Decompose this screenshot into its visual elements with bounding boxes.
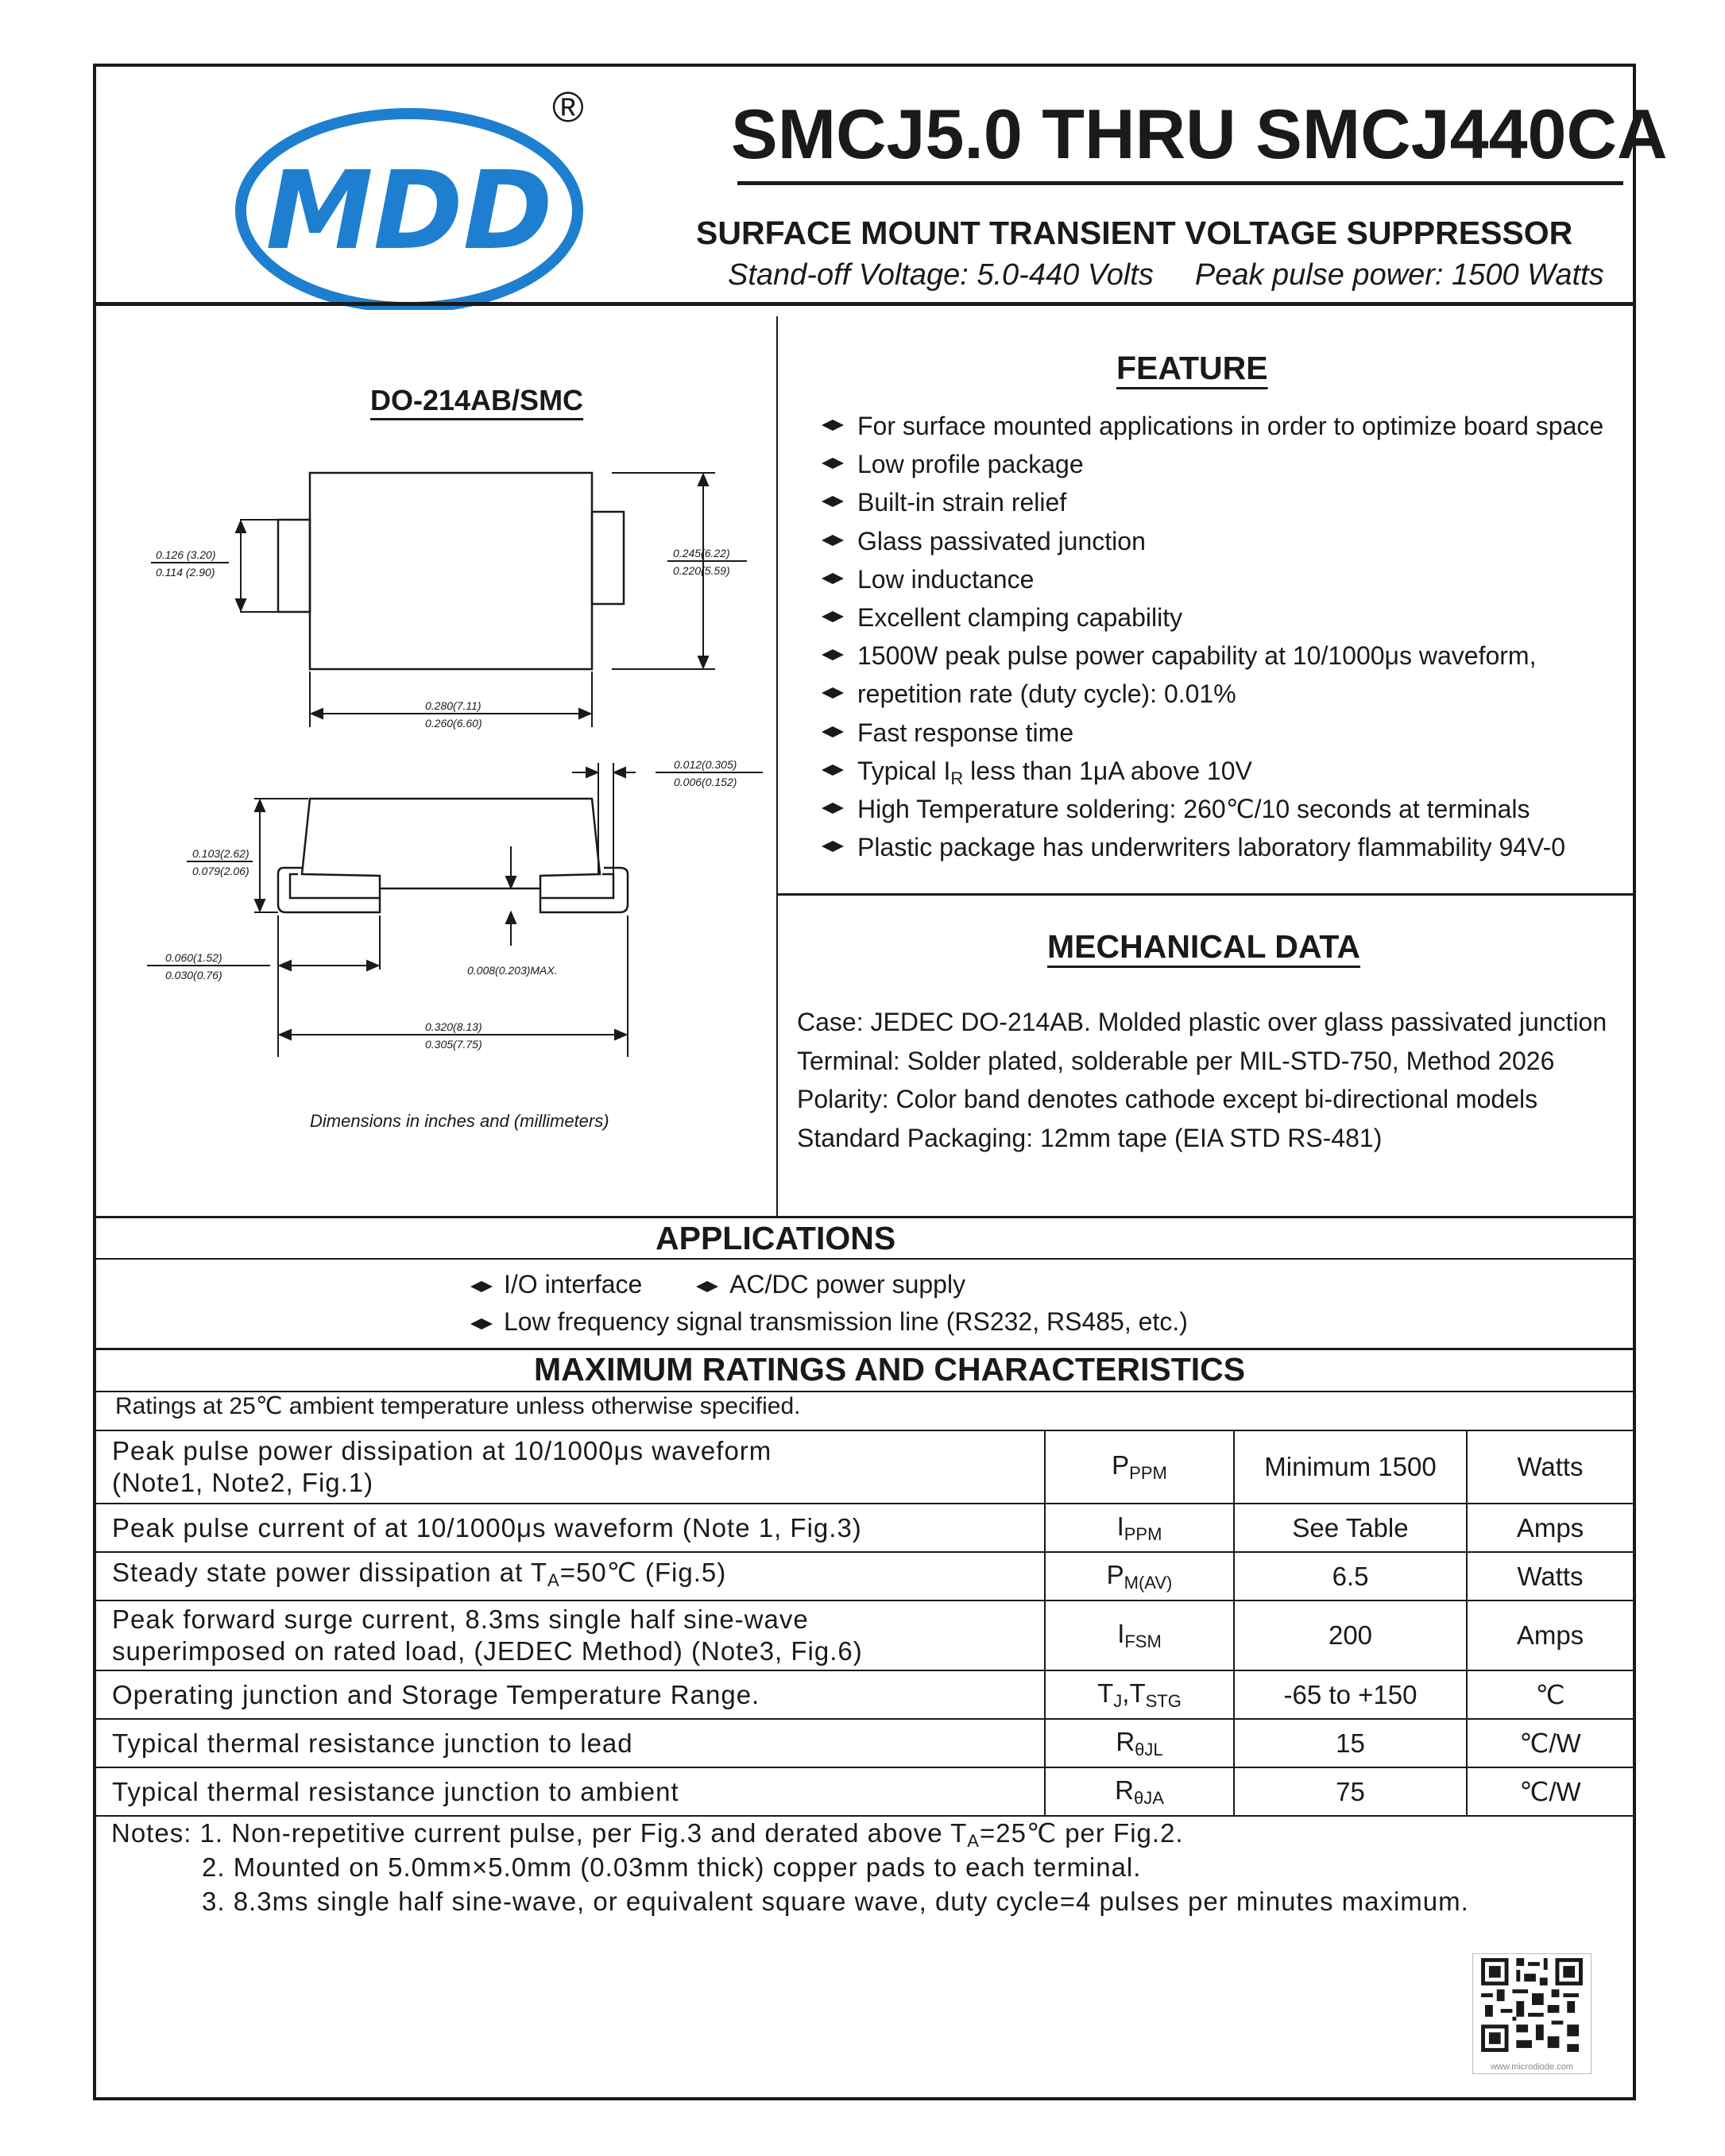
mechanical-heading: MECHANICAL DATA (1047, 928, 1361, 965)
value-cell: 6.5 (1234, 1552, 1467, 1601)
page-subtitle: SURFACE MOUNT TRANSIENT VOLTAGE SUPPRESSOR (696, 215, 1573, 251)
apps-heading-rule (95, 1258, 1634, 1260)
feature-item: Typical $I_R$ less than 1μA above 10V (822, 752, 1603, 790)
param-cell: Steady state power dissipation at $T_A=50℃$ (Fig.5) (96, 1552, 1045, 1601)
table-row (96, 1601, 1633, 1670)
bullet-icon (822, 648, 844, 662)
table-row (96, 1719, 1633, 1767)
spec-line (728, 258, 1604, 292)
mech-terminal: Terminal: Solder plated, solderable per MIL-STD-750, Method 2026 (797, 1046, 1555, 1075)
dim-total-w-min: 0.305(7.75) (425, 1038, 482, 1051)
dim-lead-t-max: 0.012(0.305) (674, 758, 737, 771)
bullet-icon (822, 763, 844, 777)
bullet-icon (822, 610, 844, 624)
bullet-icon (822, 533, 844, 548)
title-underline (737, 181, 1623, 185)
value-cell: See Table (1234, 1504, 1467, 1552)
dim-total-w-max: 0.320(8.13) (425, 1020, 482, 1033)
dim-body-w-min: 0.260(6.60) (425, 717, 482, 730)
applications-heading: APPLICATIONS (656, 1220, 896, 1256)
package-name: DO-214AB/SMC (370, 384, 584, 416)
dim-height-max: 0.103(2.62) (192, 847, 249, 860)
dim-foot-min: 0.030(0.76) (165, 969, 222, 981)
bullet-icon (822, 571, 844, 586)
feature-item: Plastic package has underwriters laboratory flammability 94V-0 (822, 828, 1603, 866)
mech-polarity: Polarity: Color band denotes cathode except bi-directional models (797, 1085, 1538, 1113)
param-cell: Operating junction and Storage Temperature Range. (96, 1670, 1045, 1719)
dim-lead-h-max: 0.126 (3.20) (156, 548, 216, 561)
dim-lead-t-min: 0.006(0.152) (674, 776, 737, 788)
dim-foot-max: 0.060(1.52) (165, 951, 222, 964)
unit-cell: ℃/W (1467, 1719, 1633, 1767)
registered-mark: ® (552, 83, 584, 131)
app-signal-line: Low frequency signal transmission line (RS232, RS485, etc.) (504, 1307, 1188, 1336)
feature-item: Glass passivated junction (822, 522, 1603, 560)
param-cell: Peak pulse current of at 10/1000μs waveform (Note 1, Fig.3) (96, 1504, 1045, 1552)
note-3: 3. 8.3ms single half sine-wave, or equivalent square wave, duty cycle=4 pulses per minutes maximum. (202, 1887, 1469, 1916)
bullet-icon (470, 1317, 493, 1331)
param-cell: Peak pulse power dissipation at 10/1000μs waveform (Note1, Note2, Fig.1) (96, 1430, 1045, 1504)
bullet-icon (470, 1279, 493, 1294)
app-acdc: AC/DC power supply (729, 1270, 966, 1299)
symbol-cell: $P_{M(AV)}$ (1045, 1552, 1234, 1601)
table-row (96, 1504, 1633, 1552)
apps-top-rule (95, 1216, 1634, 1218)
app-io-interface: I/O interface (504, 1270, 643, 1299)
bullet-icon (822, 725, 844, 739)
unit-cell: Amps (1467, 1601, 1633, 1670)
feature-item: Fast response time (822, 714, 1603, 752)
unit-cell: ℃ (1467, 1670, 1633, 1719)
mechanical-data (797, 1003, 1607, 1157)
applications-row-1 (470, 1270, 965, 1299)
feature-item: High Temperature soldering: 260℃/10 seconds at terminals (822, 790, 1603, 828)
dim-height-min: 0.079(2.06) (192, 865, 249, 877)
symbol-cell: $P_{PPM}$ (1045, 1430, 1234, 1504)
notes (111, 1816, 1469, 1918)
value-cell: 200 (1234, 1601, 1467, 1670)
package-outline-drawing (127, 445, 779, 1160)
ratings-table (96, 1430, 1633, 1817)
logo-text: MDD (265, 149, 553, 274)
symbol-cell: $I_{PPM}$ (1045, 1504, 1234, 1552)
qr-code-box (1472, 1953, 1592, 2074)
feature-item: Built-in strain relief (822, 483, 1603, 521)
dim-body-h-max: 0.245(6.22) (673, 547, 730, 559)
feature-item: Low profile package (822, 445, 1603, 483)
dim-lead-h-min: 0.114 (2.90) (156, 566, 215, 579)
value-cell: Minimum 1500 (1234, 1430, 1467, 1504)
symbol-cell: $T_J,T_{STG}$ (1045, 1670, 1234, 1719)
unit-cell: Watts (1467, 1552, 1633, 1601)
feature-divider (778, 893, 1634, 896)
bullet-icon (822, 801, 844, 815)
value-cell: 75 (1234, 1767, 1467, 1816)
symbol-cell: $I_{FSM}$ (1045, 1601, 1234, 1670)
qr-code-icon (1480, 1958, 1584, 2052)
symbol-cell: $R_{\theta JL}$ (1045, 1719, 1234, 1767)
value-cell: -65 to +150 (1234, 1670, 1467, 1719)
bullet-icon (822, 686, 844, 700)
unit-cell: Amps (1467, 1504, 1633, 1552)
table-row (96, 1430, 1633, 1504)
param-cell: Typical thermal resistance junction to lead (96, 1719, 1045, 1767)
bullet-icon (822, 494, 844, 509)
standoff-voltage: Stand-off Voltage: 5.0-440 Volts (728, 258, 1154, 292)
peak-pulse-power: Peak pulse power: 1500 Watts (1194, 258, 1604, 292)
param-cell: Peak forward surge current, 8.3ms single half sine-wave superimposed on rated load, (JEDEC Method) (Note3, Fig.6) (96, 1601, 1045, 1670)
applications-row-2 (470, 1307, 1188, 1337)
value-cell: 15 (1234, 1719, 1467, 1767)
bullet-icon (822, 456, 844, 470)
table-row (96, 1767, 1633, 1816)
feature-item: Excellent clamping capability (822, 598, 1603, 637)
dim-standoff: 0.008(0.203)MAX. (467, 964, 558, 977)
ratings-heading: MAXIMUM RATINGS AND CHARACTERISTICS (534, 1351, 1246, 1388)
unit-cell: ℃/W (1467, 1767, 1633, 1816)
feature-list (822, 407, 1603, 866)
mech-packaging: Standard Packaging: 12mm tape (EIA STD RS-481) (797, 1123, 1383, 1152)
feature-item: Low inductance (822, 560, 1603, 598)
ratings-top-rule (95, 1348, 1634, 1350)
mdd-logo (234, 103, 592, 310)
note-2: 2. Mounted on 5.0mm×5.0mm (0.03mm thick) copper pads to each terminal. (202, 1852, 1142, 1882)
feature-item: repetition rate (duty cycle): 0.01% (822, 675, 1603, 713)
dim-body-h-min: 0.220(5.59) (673, 564, 730, 577)
table-row (96, 1552, 1633, 1601)
dim-body-w-max: 0.280(7.11) (425, 699, 482, 712)
page-title: SMCJ5.0 THRU SMCJ440CA (731, 95, 1668, 173)
bullet-icon (822, 418, 844, 432)
dimensions-caption: Dimensions in inches and (millimeters) (310, 1111, 609, 1131)
unit-cell: Watts (1467, 1430, 1633, 1504)
symbol-cell: $R_{\theta JA}$ (1045, 1767, 1234, 1816)
note-1: Notes: 1. Non-repetitive current pulse, per Fig.3 and derated above $T_A=25℃$ per Fig.2. (111, 1818, 1184, 1851)
qr-caption: www.microdiode.com (1491, 2062, 1573, 2072)
mech-case: Case: JEDEC DO-214AB. Molded plastic over glass passivated junction (797, 1008, 1607, 1036)
header-divider (95, 302, 1634, 306)
ratings-note: Ratings at 25℃ ambient temperature unless otherwise specified. (115, 1393, 801, 1419)
param-cell: Typical thermal resistance junction to ambient (96, 1767, 1045, 1816)
feature-item: For surface mounted applications in order to optimize board space (822, 407, 1603, 445)
feature-item: 1500W peak pulse power capability at 10/1000μs waveform, (822, 637, 1603, 675)
feature-heading: FEATURE (1116, 350, 1268, 386)
bullet-icon (822, 839, 844, 853)
bullet-icon (696, 1279, 718, 1294)
table-row (96, 1670, 1633, 1719)
